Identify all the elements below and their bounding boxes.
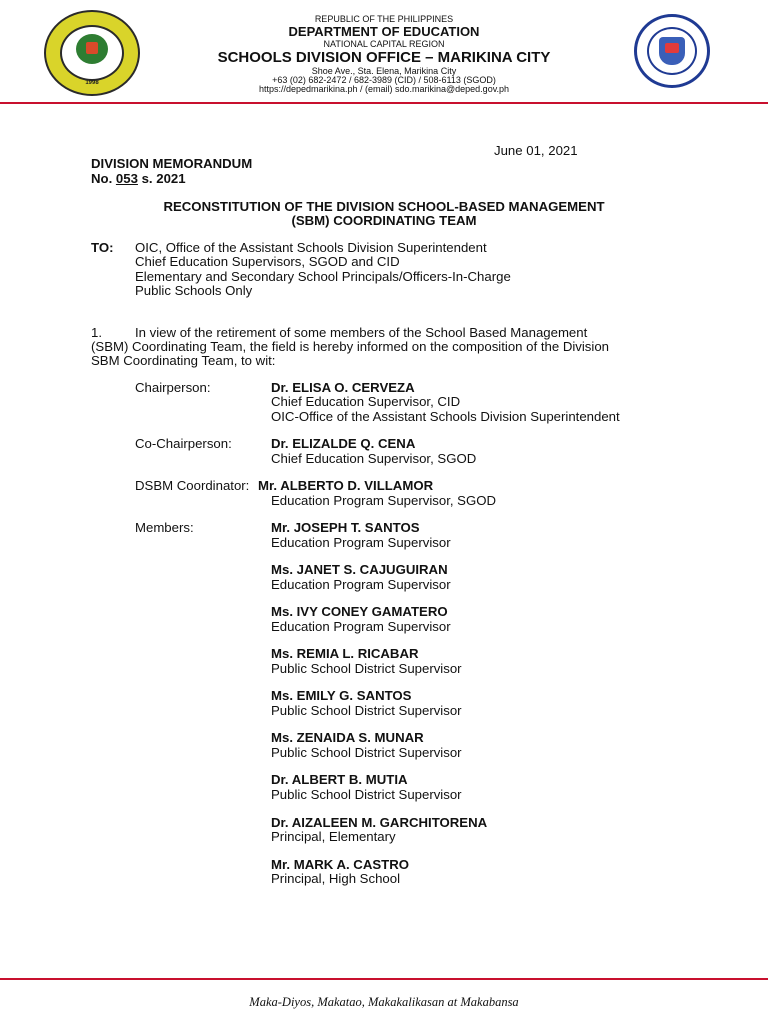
member-position: Chief Education Supervisor, CID — [271, 394, 461, 409]
para-line2: (SBM) Coordinating Team, the field is hereby informed on the composition of the Division — [91, 339, 609, 354]
para-line3: SBM Coordinating Team, to wit: — [91, 353, 276, 368]
member-position: Public School District Supervisor — [271, 661, 462, 676]
para-number: 1. — [91, 325, 102, 340]
memo-number-suffix: s. 2021 — [137, 171, 186, 186]
member-position: Principal, High School — [271, 871, 401, 886]
member-position: OIC-Office of the Assistant Schools Division Superintendent — [271, 409, 620, 424]
memo-number-prefix: No. — [91, 171, 116, 186]
member-name: Ms. EMILY G. SANTOS — [271, 688, 412, 703]
member-position: Education Program Supervisor — [271, 619, 451, 634]
member-position: Public School District Supervisor — [271, 787, 462, 802]
footer-motto: Maka-Diyos, Makatao, Makakalikasan at Makabansa — [249, 995, 519, 1009]
recipient-4: Public Schools Only — [135, 283, 253, 298]
header-region: NATIONAL CAPITAL REGION — [323, 39, 445, 49]
para-line1: In view of the retirement of some members of the School Based Management — [135, 325, 588, 340]
member-name: Mr. JOSEPH T. SANTOS — [271, 520, 420, 535]
recipient-2: Chief Education Supervisors, SGOD and CID — [135, 254, 400, 269]
member-name: Mr. ALBERTO D. VILLAMOR — [258, 478, 434, 493]
footer-rule — [0, 978, 768, 980]
memo-date: June 01, 2021 — [494, 143, 578, 158]
member-name: Dr. ALBERT B. MUTIA — [271, 772, 408, 787]
member-name: Ms. REMIA L. RICABAR — [271, 646, 419, 661]
header-republic: REPUBLIC OF THE PHILIPPINES — [314, 14, 454, 24]
member-position: Education Program Supervisor — [271, 577, 451, 592]
member-position: Education Program Supervisor — [271, 535, 451, 550]
member-position: Principal, Elementary — [271, 829, 396, 844]
member-position: Chief Education Supervisor, SGOD — [271, 451, 477, 466]
seal-year: 1998 — [85, 80, 99, 86]
role-chairperson: Chairperson: — [135, 380, 211, 395]
memo-title-line1: RECONSTITUTION OF THE DIVISION SCHOOL-BASED MANAGEMENT — [163, 199, 605, 214]
role-co-chairperson: Co-Chairperson: — [135, 436, 232, 451]
role-members: Members: — [135, 520, 194, 535]
memo-number — [91, 171, 186, 186]
member-name: Dr. ELIZALDE Q. CENA — [271, 436, 416, 451]
memo-title-line2: (SBM) COORDINATING TEAM — [291, 213, 477, 228]
role-dsbm-coordinator: DSBM Coordinator: — [135, 478, 250, 493]
to-label: TO: — [91, 240, 114, 255]
member-name: Mr. MARK A. CASTRO — [271, 857, 409, 872]
member-name: Ms. ZENAIDA S. MUNAR — [271, 730, 424, 745]
member-name: Dr. AIZALEEN M. GARCHITORENA — [271, 815, 488, 830]
member-position: Public School District Supervisor — [271, 703, 462, 718]
member-name: Ms. JANET S. CAJUGUIRAN — [271, 562, 448, 577]
member-name: Ms. IVY CONEY GAMATERO — [271, 604, 448, 619]
header-rule — [0, 102, 768, 104]
member-name: Dr. ELISA O. CERVEZA — [271, 380, 415, 395]
recipient-3: Elementary and Secondary School Principals/Officers-In-Charge — [135, 269, 511, 284]
recipient-1: OIC, Office of the Assistant Schools Division Superintendent — [135, 240, 487, 255]
member-position: Education Program Supervisor, SGOD — [271, 493, 497, 508]
memo-number-value: 053 — [115, 171, 138, 186]
header-phones: +63 (02) 682-2472 / 682-3989 (CID) / 508-6113 (SGOD) — [272, 75, 496, 85]
memo-type: DIVISION MEMORANDUM — [91, 156, 253, 171]
header-address: Shoe Ave., Sta. Elena, Marikina City — [311, 66, 457, 76]
header-office: SCHOOLS DIVISION OFFICE – MARIKINA CITY — [217, 49, 551, 66]
header-web: https://depedmarikina.ph / (email) sdo.marikina@deped.gov.ph — [258, 84, 510, 94]
header-department: DEPARTMENT OF EDUCATION — [288, 24, 480, 39]
member-position: Public School District Supervisor — [271, 745, 462, 760]
